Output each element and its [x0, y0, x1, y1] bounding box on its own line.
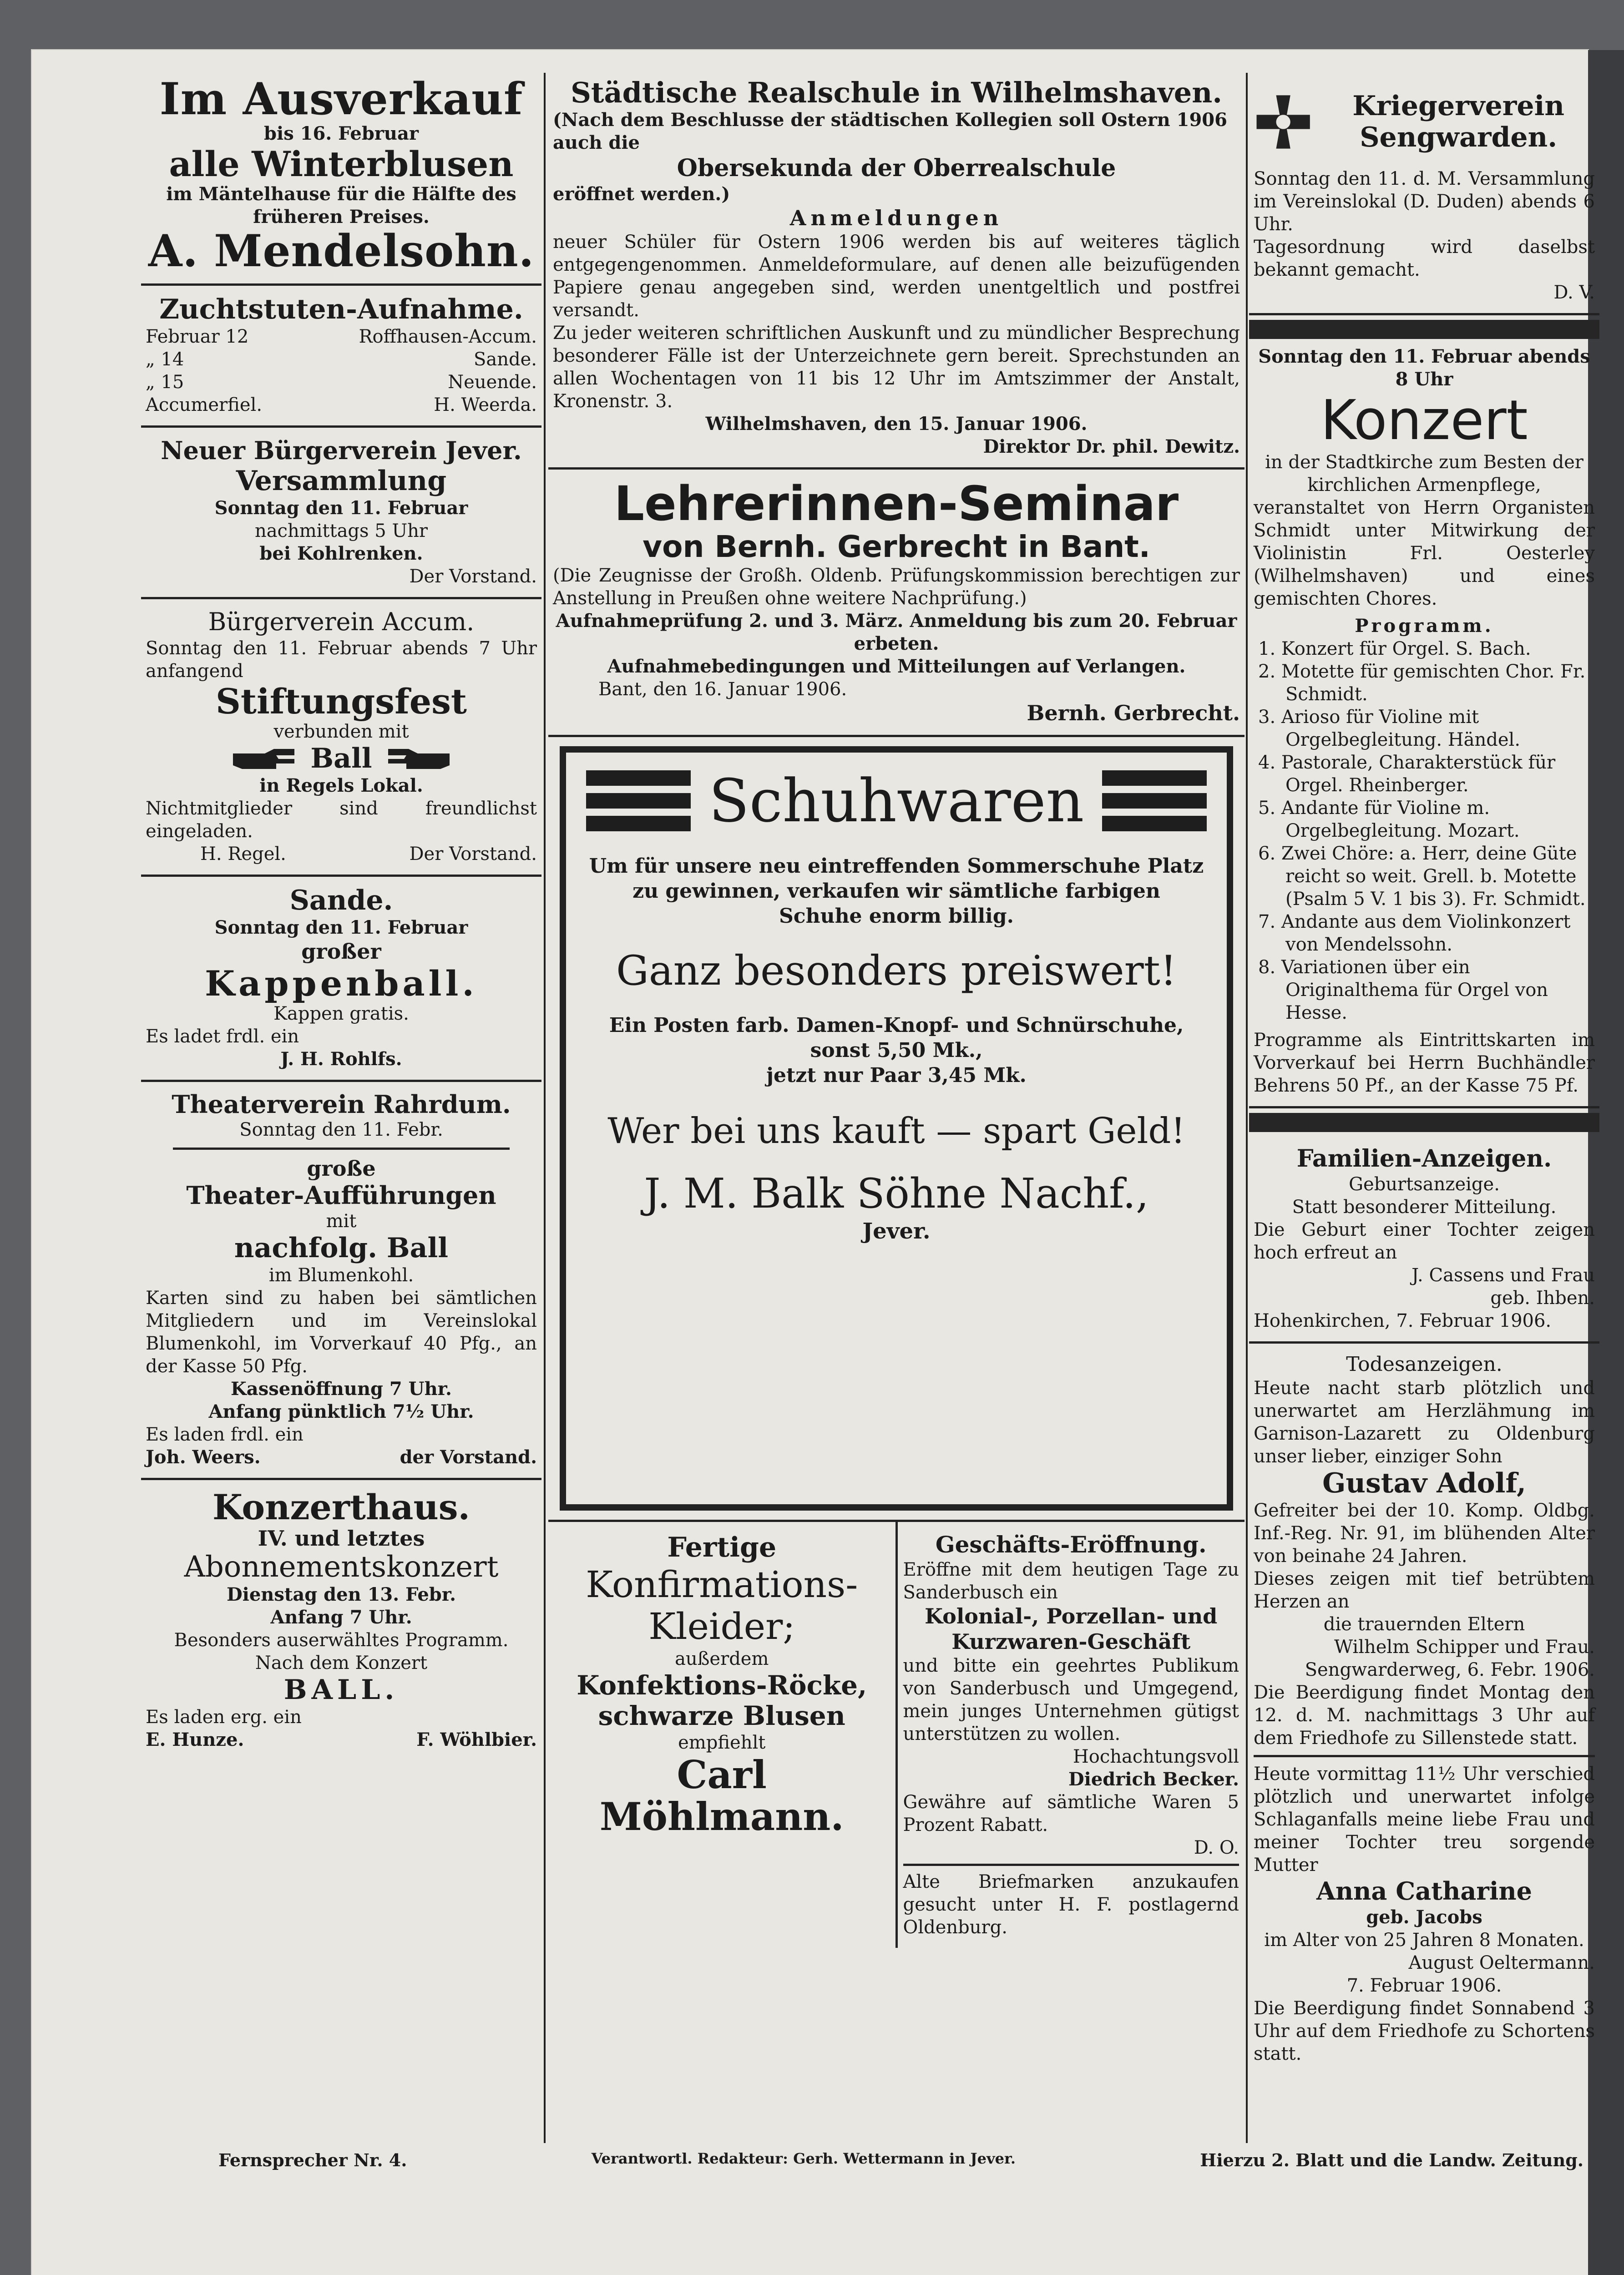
- ad-text: Es laden frdl. ein: [146, 1424, 304, 1445]
- ad-text: Anfang 7 Uhr.: [270, 1606, 412, 1628]
- ad-text: Besonders auserwähltes Programm.: [174, 1629, 509, 1651]
- ad-text: Schuhe enorm billig.: [779, 905, 1014, 928]
- column-left: [141, 68, 541, 1760]
- list-item: 1. Konzert für Orgel. S. Bach.: [1258, 638, 1531, 659]
- ad-heading: Konfektions-Röcke,: [577, 1670, 867, 1701]
- list-item: 5. Andante für Violine m. Orgelbegleitung. Mozart.: [1258, 798, 1520, 841]
- ad-signature: Der Vorstand.: [409, 566, 537, 587]
- ad-text: bei Kohlrenken.: [259, 542, 423, 564]
- ad-split-box: [548, 1520, 1245, 1947]
- ad-signature: D. O.: [1194, 1837, 1239, 1858]
- decorative-bars: [586, 770, 691, 831]
- ad-heading: alle Winterblusen: [169, 143, 514, 184]
- ad-text: IV. und letztes: [258, 1526, 425, 1551]
- ad-geschaefts-eroeffnung: [898, 1522, 1245, 1947]
- ad-title: Theaterverein Rahrdum.: [172, 1090, 511, 1119]
- ad-theaterverein: [141, 1082, 541, 1480]
- ad-text: Es laden erg. ein: [146, 1706, 302, 1728]
- ad-text: Hochachtungsvoll: [1073, 1746, 1239, 1767]
- footer-editor: Verantwortl. Redakteur: Gerh. Wettermann in Jever.: [591, 2150, 1016, 2167]
- column-rule-2: [1246, 73, 1248, 2143]
- ad-signature: H. Regel. Der Vorstand.: [200, 844, 537, 865]
- ad-text: eröffnet werden.): [553, 183, 730, 205]
- ad-zuchtstuten: [141, 286, 541, 428]
- ad-heading: Kolonial-, Porzellan- und Kurzwaren-Geschäft: [925, 1604, 1218, 1654]
- ad-heading: Ball: [310, 743, 372, 775]
- ad-title: Bürgerverein Accum.: [208, 607, 475, 636]
- ad-text: Hohenkirchen, 7. Februar 1906.: [1254, 1310, 1552, 1332]
- ad-lehrerinnen-seminar: [548, 470, 1245, 737]
- ad-text: im Blumenkohl.: [268, 1264, 414, 1286]
- ad-text: Heute vormittag 11½ Uhr verschied plötzlich und unerwartet infolge Schlaganfalls meine liebe Frau und meiner Tochter treu sorgende Mutter: [1254, 1764, 1595, 1876]
- ad-text: Sengwarderweg, 6. Febr. 1906.: [1305, 1659, 1595, 1681]
- pointing-hand-left-icon: [386, 745, 450, 773]
- ad-signature: geb. Ihben.: [1490, 1288, 1595, 1309]
- ad-signature: J. H. Rohlfs.: [280, 1048, 402, 1070]
- ad-heading: Kleider;: [648, 1605, 795, 1648]
- ad-text: Sonntag den 11. Februar: [214, 917, 468, 939]
- column-middle: [548, 68, 1245, 1948]
- ad-text: Dienstag den 13. Febr.: [226, 1583, 456, 1605]
- ad-title: Konzert: [1320, 389, 1528, 452]
- ad-heading: schwarze Blusen: [598, 1700, 845, 1732]
- column-rule-1: [544, 73, 546, 2143]
- ad-text: Die Beerdigung findet Montag den 12. d. M. nachmittags 3 Uhr auf dem Friedhofe zu Sillenstede statt.: [1254, 1682, 1595, 1749]
- ad-text: im Mäntelhause für die Hälfte des früheren Preises.: [166, 183, 516, 228]
- ad-text: außerdem: [675, 1648, 769, 1670]
- ad-title: Neuer Bürgerverein Jever.: [161, 436, 522, 465]
- ad-firm: Carl Möhlmann.: [599, 1752, 844, 1840]
- ad-title: Zuchtstuten-Aufnahme.: [159, 293, 523, 326]
- ad-todesanzeigen: [1249, 1344, 1599, 2074]
- ad-text: Ein Posten farb. Damen-Knopf- und Schnürschuhe, sonst 5,50 Mk.,: [609, 1014, 1184, 1062]
- ad-text: Zu jeder weiteren schriftlichen Auskunft und zu mündlicher Besprechung besonderer Fälle ist der Unterzeichnete gern bereit. Sprechstunden an allen Wochentagen von 11 bis 12 Uhr im Amtszimmer der Anstalt, Kronenstr. 3.: [553, 322, 1240, 412]
- ad-title: Geschäfts-Eröffnung.: [935, 1531, 1207, 1558]
- ad-text: Fertige: [667, 1532, 777, 1564]
- list-item: 2. Motette für gemischten Chor. Fr. Schmidt.: [1258, 661, 1586, 705]
- ad-signature: J. Cassens und Frau: [1412, 1265, 1595, 1286]
- ad-text: Gefreiter bei der 10. Komp. Oldbg. Inf.-Reg. Nr. 91, im blühenden Alter von beinahe 24 Jahren.: [1254, 1500, 1595, 1567]
- ad-text: Sonntag den 11. Februar abends 7 Uhr anfangend: [146, 637, 537, 682]
- ad-text: Gewähre auf sämtliche Waren 5 Prozent Rabatt.: [903, 1791, 1239, 1835]
- ad-signature: Joh. Weers. der Vorstand.: [146, 1446, 537, 1468]
- ad-text: Sonntag den 11. Februar: [214, 497, 468, 519]
- ad-text: die trauernden Eltern: [1323, 1614, 1525, 1635]
- ad-heading: Programm.: [1355, 615, 1494, 637]
- footer-note: Hierzu 2. Blatt und die Landw. Zeitung.: [1200, 2150, 1584, 2170]
- ad-text: in Regels Lokal.: [259, 775, 423, 797]
- ad-heading: Geburtsanzeige.: [1349, 1174, 1500, 1195]
- pointing-hand-right-icon: [233, 745, 297, 773]
- ad-briefmarken: Alte Briefmarken anzukaufen gesucht unter H. F. postlagernd Oldenburg.: [903, 1864, 1240, 1939]
- list-item: 3. Arioso für Violine mit Orgelbegleitung. Händel.: [1258, 707, 1521, 750]
- ad-text: verbunden mit: [273, 721, 409, 743]
- ad-text: jetzt nur Paar 3,45 Mk.: [766, 1064, 1027, 1087]
- ad-heading: Obersekunda der Oberrealschule: [677, 154, 1116, 182]
- ad-text: in der Stadtkirche zum Besten der kirchlichen Armenpflege,: [1265, 452, 1584, 495]
- divider-bar: [1249, 320, 1599, 339]
- ad-text: Tagesordnung wird daselbst bekannt gemacht.: [1254, 237, 1595, 280]
- ad-signature: Bernh. Gerbrecht.: [1027, 701, 1240, 726]
- ad-firm: J. M. Balk Söhne Nachf.,: [644, 1170, 1149, 1218]
- ad-signature: Diedrich Becker.: [1068, 1768, 1239, 1790]
- ad-text: Eröffne mit dem heutigen Tage zu Sanderbusch ein: [903, 1559, 1239, 1603]
- ad-text: Statt besonderer Mitteilung.: [1292, 1197, 1557, 1218]
- ad-text: Sonntag den 11. Febr.: [239, 1119, 443, 1141]
- list-item: 6. Zwei Chöre: a. Herr, deine Güte reicht so weit. Grell. b. Motette (Psalm 5 V. 1 bis 3). Fr. Schmidt.: [1258, 843, 1586, 910]
- divider-bar: [1249, 1113, 1599, 1132]
- ad-text: Jever.: [862, 1218, 931, 1244]
- ad-heading: Gustav Adolf,: [1322, 1467, 1526, 1500]
- ad-text: Programme als Eintrittskarten im Vorverkauf bei Herrn Buchhändler Behrens 50 Pf., an der Kasse 75 Pf.: [1254, 1030, 1595, 1096]
- ad-text: (Nach dem Beschlusse der städtischen Kollegien soll Ostern 1906 auch die: [553, 109, 1227, 154]
- list-item: 8. Variationen über ein Originalthema für Orgel von Hesse.: [1258, 957, 1548, 1023]
- ad-text: große: [307, 1156, 376, 1181]
- ad-title: Sande.: [289, 885, 393, 917]
- ad-text: und bitte ein geehrtes Publikum von Sanderbusch und Umgegend, mein junges Unternehmen gütigst unterstützen zu wollen.: [903, 1655, 1239, 1744]
- ad-text: Sonntag den 11. Februar abends 8 Uhr: [1258, 346, 1590, 390]
- ad-text: nachmittags 5 Uhr: [254, 520, 428, 541]
- ad-konzerthaus: [141, 1480, 541, 1760]
- ad-heading: von Bernh. Gerbrecht in Bant.: [643, 529, 1150, 565]
- ad-heading: Theater-Aufführungen: [186, 1181, 496, 1210]
- ad-heading: Anmeldungen: [789, 205, 1003, 230]
- ad-heading: Stiftungsfest: [215, 681, 467, 722]
- ad-text: Aufnahmeprüfung 2. und 3. März. Anmeldung bis zum 20. Februar erbeten.: [556, 610, 1237, 655]
- ad-familien-anzeigen: [1249, 1137, 1599, 1344]
- ad-signature: August Oeltermann.: [1408, 1952, 1595, 1974]
- ad-heading: Anna Catharine: [1316, 1876, 1532, 1906]
- ad-signature: Accumerfiel. H. Weerda.: [146, 394, 537, 416]
- list-item: 4. Pastorale, Charakterstück für Orgel. Rheinberger.: [1258, 752, 1556, 796]
- page-footer: [218, 2150, 1584, 2170]
- ad-text: Anfang pünktlich 7½ Uhr.: [208, 1400, 474, 1422]
- ad-text: Wilhelmshaven, den 15. Januar 1906.: [705, 413, 1088, 435]
- ad-text: Nichtmitglieder sind freundlichst eingeladen.: [146, 798, 537, 842]
- ad-text: Die Geburt einer Tochter zeigen hoch erfreut an: [1254, 1219, 1595, 1264]
- ad-text: neuer Schüler für Ostern 1906 werden bis auf weiteres täglich entgegengenommen. Anmeldeformulare, auf denen alle beizufügenden Papiere genau angegeben sind, werden unentgeltlich und postfrei versandt.: [553, 231, 1240, 321]
- ad-text: großer: [301, 939, 381, 964]
- list-item: 7. Andante aus dem Violinkonzert von Mendelssohn.: [1258, 911, 1571, 955]
- ad-title: Familien-Anzeigen.: [1296, 1145, 1552, 1173]
- ad-sande: [141, 877, 541, 1082]
- ad-title: Schuhwaren: [708, 766, 1084, 836]
- program-list: [1254, 637, 1595, 1024]
- iron-cross-icon: [1254, 76, 1313, 167]
- ad-signature: E. Hunze. F. Wöhlbier.: [146, 1729, 537, 1750]
- ad-buergerverein-accum: [141, 599, 541, 877]
- ad-buergerverein-jever: [141, 428, 541, 599]
- ad-schuhwaren: [560, 746, 1233, 1511]
- ad-title: Konzerthaus.: [212, 1486, 470, 1527]
- decorative-bars: [1102, 770, 1207, 831]
- ad-konzert-stadtkirche: [1249, 344, 1599, 1108]
- ad-signature: Direktor Dr. phil. Dewitz.: [983, 435, 1240, 457]
- list-item: „ 14 Sande.: [146, 349, 537, 370]
- ad-heading: Versammlung: [236, 465, 447, 497]
- divider: [1254, 1755, 1595, 1757]
- ad-kriegerverein: [1249, 68, 1599, 315]
- ad-heading: Ganz besonders preiswert!: [616, 947, 1177, 995]
- ad-title: Städtische Realschule in Wilhelmshaven.: [571, 76, 1222, 109]
- ad-text: bis 16. Februar: [264, 122, 419, 144]
- ad-title: Kriegerverein Sengwarden.: [1352, 90, 1564, 153]
- ad-text: Kappen gratis.: [273, 1003, 409, 1025]
- ad-heading: Wer bei uns kauft — spart Geld!: [607, 1111, 1185, 1152]
- ad-title: Todesanzeigen.: [1346, 1353, 1503, 1376]
- ad-heading: BALL.: [283, 1673, 399, 1706]
- ad-heading: Konfirmations-: [586, 1563, 858, 1606]
- footer-phone: Fernsprecher Nr. 4.: [218, 2150, 407, 2170]
- ad-heading: nachfolg. Ball: [234, 1232, 449, 1264]
- column-right: [1249, 68, 1599, 2074]
- ad-heading: Abonnementskonzert: [184, 1550, 499, 1584]
- list-item: Februar 12 Roffhausen-Accum.: [146, 326, 537, 348]
- ad-text: Sonntag den 11. d. M. Versammlung im Vereinslokal (D. Duden) abends 6 Uhr.: [1254, 168, 1595, 235]
- ad-text: im Alter von 25 Jahren 8 Monaten.: [1264, 1930, 1584, 1951]
- ad-text: mit: [326, 1210, 357, 1232]
- ad-text: geb. Jacobs: [1366, 1906, 1482, 1928]
- ad-realschule: [548, 68, 1245, 470]
- ad-text: Kassenöffnung 7 Uhr.: [231, 1378, 452, 1400]
- ad-text: Karten sind zu haben bei sämtlichen Mitgliedern und im Vereinslokal Blumenkohl, im Vorverkauf 40 Pfg., an der Kasse 50 Pfg.: [146, 1287, 537, 1377]
- ad-moehlmann: [548, 1522, 898, 1947]
- ad-text: Die Beerdigung findet Sonnabend 3 Uhr auf dem Friedhofe zu Schortens statt.: [1254, 1998, 1595, 2065]
- ad-text: Heute nacht starb plötzlich und unerwartet am Herzlähmung im Garnison-Lazarett zu Oldenburg unser lieber, einziger Sohn: [1254, 1378, 1595, 1467]
- divider: [173, 1148, 510, 1150]
- list-item: „ 15 Neuende.: [146, 372, 537, 393]
- ad-text: Es ladet frdl. ein: [146, 1026, 299, 1047]
- ad-text: (Die Zeugnisse der Großh. Oldenb. Prüfungskommission berechtigen zur Anstellung in Preußen ohne weitere Nachprüfung.): [553, 565, 1240, 609]
- ad-text: veranstaltet von Herrn Organisten Schmidt unter Mitwirkung der Violinistin Frl. Oesterley (Wilhelmshaven) und eines gemischten Chores.: [1254, 497, 1595, 609]
- ad-text: Bant, den 16. Januar 1906.: [598, 679, 847, 700]
- ad-signature: Wilhelm Schipper und Frau.: [1334, 1637, 1595, 1658]
- ad-title: Lehrerinnen-Seminar: [614, 475, 1179, 531]
- ad-text: Dieses zeigen mit tief betrübtem Herzen an: [1254, 1568, 1595, 1613]
- ad-text: 7. Februar 1906.: [1346, 1975, 1502, 1997]
- ad-ausverkauf: [141, 68, 541, 286]
- ad-firm: A. Mendelsohn.: [148, 225, 535, 277]
- ad-text: Nach dem Konzert: [255, 1652, 428, 1673]
- ad-heading: Kappenball.: [205, 963, 478, 1004]
- ad-text: Um für unsere neu eintreffenden Sommerschuhe Platz zu gewinnen, verkaufen wir sämtliche farbigen: [589, 854, 1204, 903]
- ad-signature: D. V.: [1553, 282, 1595, 303]
- ad-text: empfiehlt: [678, 1732, 766, 1753]
- ad-text: Aufnahmebedingungen und Mitteilungen auf Verlangen.: [607, 656, 1186, 677]
- ad-title: Im Ausverkauf: [159, 73, 523, 125]
